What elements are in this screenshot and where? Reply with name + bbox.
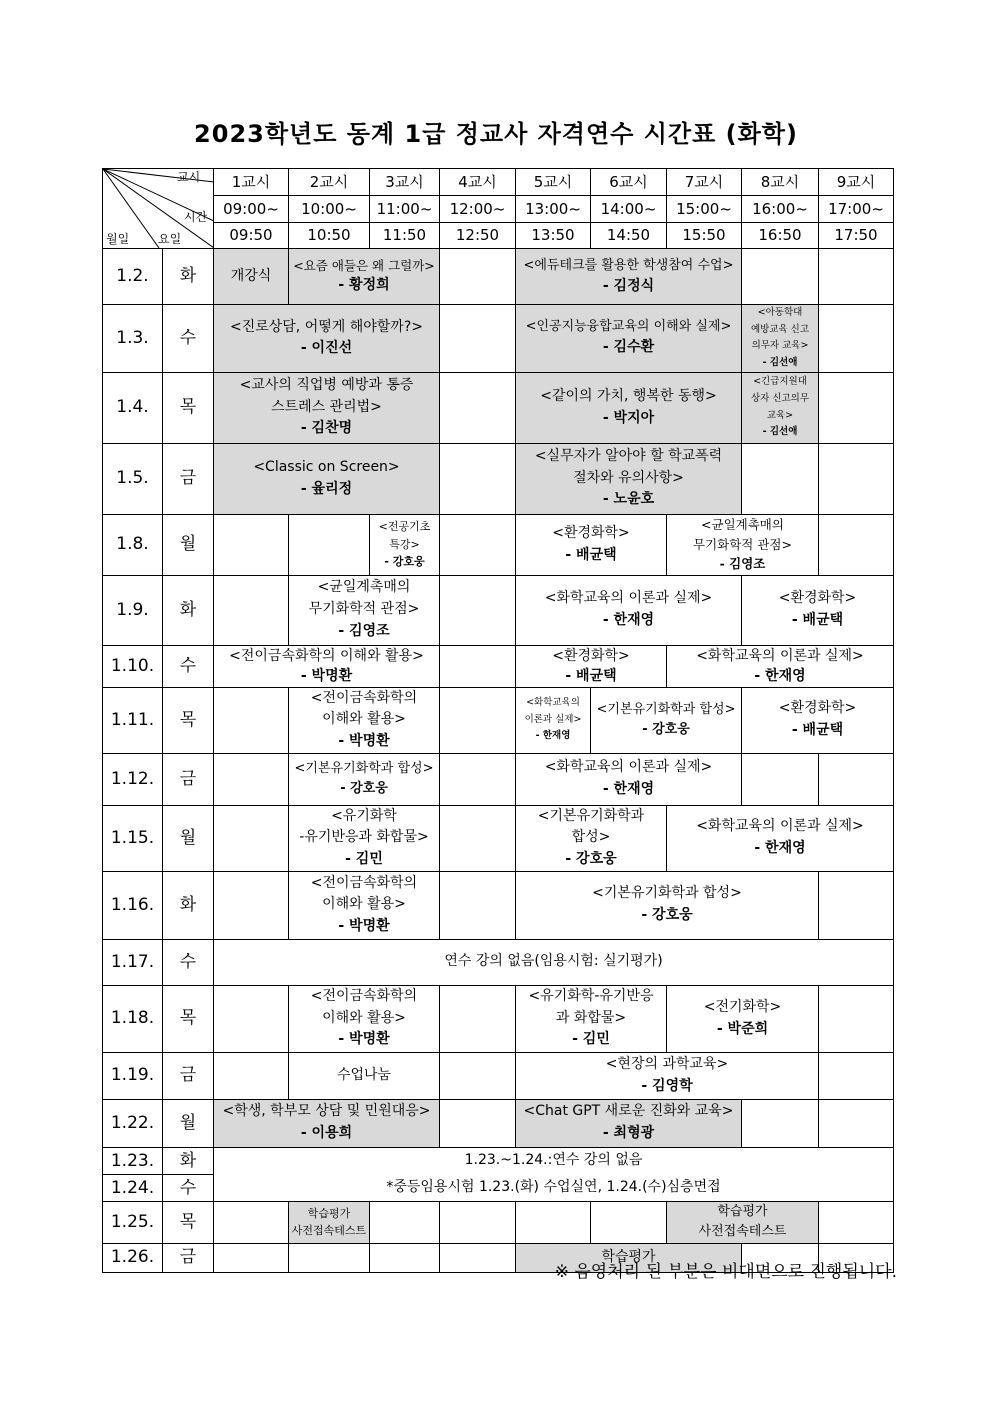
session-cell: <유기화학-유기반응 과 화합물> - 김민: [516, 985, 667, 1052]
row-date: 1.8.: [103, 514, 163, 575]
schedule-row: [103, 1052, 894, 1099]
schedule-row: [103, 871, 894, 939]
empty-cell: [214, 514, 289, 575]
row-day: 월: [163, 1099, 214, 1147]
empty-cell: [819, 249, 894, 305]
schedule-row: [103, 805, 894, 871]
session-cell: <유기화학 -유기반응과 화합물> - 김민: [289, 805, 440, 871]
empty-cell: [440, 443, 516, 514]
period-label: 3교시: [370, 169, 440, 196]
empty-cell: [370, 1243, 440, 1272]
session-cell: <화학교육의 이론과 실제> - 한재영: [516, 753, 742, 805]
empty-cell: [440, 1099, 516, 1147]
session-cell: <환경화학> - 배균택: [516, 514, 667, 575]
row-date: 1.11.: [103, 687, 163, 753]
empty-cell: [440, 645, 516, 687]
empty-cell: [819, 871, 894, 939]
empty-cell: [819, 1052, 894, 1099]
row-date: 1.9.: [103, 575, 163, 645]
schedule-row: [103, 372, 894, 443]
row-day: 화: [163, 249, 214, 305]
session-cell: <인공지능융합교육의 이해와 실제> - 김수환: [516, 305, 742, 373]
corner-day-label: 요일: [158, 232, 182, 246]
empty-cell: [440, 372, 516, 443]
row-day: 월: [163, 514, 214, 575]
header-row-start: [103, 196, 894, 222]
schedule-row: [103, 1202, 894, 1243]
period-end: 12:50: [440, 222, 516, 248]
corner-header: [103, 169, 214, 249]
period-start: 14:00~: [591, 196, 667, 222]
empty-cell: [214, 753, 289, 805]
schedule-table: [102, 168, 894, 1273]
session-cell: <아동학대 예방교육 신고 의무자 교육> - 김선애: [742, 305, 819, 373]
row-day: 목: [163, 985, 214, 1052]
period-label: 9교시: [819, 169, 894, 196]
session-cell: <전기화학> - 박준희: [667, 985, 819, 1052]
session-cell: 학습평가 사전접속테스트: [289, 1202, 370, 1243]
row-day: 수: [163, 645, 214, 687]
session-cell: <전이금속화학의 이해와 활용> - 박명환: [289, 985, 440, 1052]
period-end: 09:50: [214, 222, 289, 248]
corner-time-label: 시간: [184, 210, 208, 224]
empty-cell: [214, 871, 289, 939]
session-cell: <균일계촉매의 무기화학적 관점> - 김영조: [289, 575, 440, 645]
session-cell: <기본유기화학과 합성> - 강호웅: [516, 805, 667, 871]
empty-cell: [440, 753, 516, 805]
session-cell: <에듀테크를 활용한 학생참여 수업> - 김정식: [516, 249, 742, 305]
period-label: 1교시: [214, 169, 289, 196]
empty-cell: [742, 443, 819, 514]
session-cell: <학생, 학부모 상담 및 민원대응> - 이용희: [214, 1099, 440, 1147]
empty-cell: [370, 1202, 440, 1243]
session-cell: <화학교육의 이론과 실제> - 한재영: [667, 645, 894, 687]
session-cell: <전공기초 특강> - 강호웅: [370, 514, 440, 575]
session-cell: <긴급지원대 상자 신고의무 교육> - 김선애: [742, 372, 819, 443]
row-date: 1.12.: [103, 753, 163, 805]
period-start: 11:00~: [370, 196, 440, 222]
session-cell: <같이의 가치, 행복한 동행> - 박지아: [516, 372, 742, 443]
session-cell: 학습평가 사전접속테스트: [667, 1202, 819, 1243]
period-start: 10:00~: [289, 196, 370, 222]
row-day: 월: [163, 805, 214, 871]
empty-cell: [214, 575, 289, 645]
row-date: 1.24.: [103, 1174, 163, 1201]
empty-cell: [214, 687, 289, 753]
schedule-row: [103, 1147, 894, 1174]
empty-cell: [819, 1099, 894, 1147]
schedule-row: [103, 645, 894, 687]
header-row-end: [103, 222, 894, 248]
row-date: 1.15.: [103, 805, 163, 871]
row-day: 화: [163, 871, 214, 939]
empty-cell: [289, 1243, 370, 1272]
corner-period-label: 교시: [177, 170, 201, 184]
period-start: 15:00~: [667, 196, 742, 222]
session-cell: <환경화학> - 배균택: [516, 645, 667, 687]
schedule-row: [103, 753, 894, 805]
session-cell: 연수 강의 없음(임용시험: 실기평가): [214, 939, 894, 985]
row-day: 화: [163, 575, 214, 645]
period-label: 8교시: [742, 169, 819, 196]
row-day: 수: [163, 1174, 214, 1201]
row-date: 1.22.: [103, 1099, 163, 1147]
schedule-row: [103, 939, 894, 985]
empty-cell: [819, 514, 894, 575]
schedule-row: [103, 443, 894, 514]
empty-cell: [819, 443, 894, 514]
session-cell: <전이금속화학의 이해와 활용> - 박명환: [289, 687, 440, 753]
session-cell: <Classic on Screen> - 윺리정: [214, 443, 440, 514]
session-cell: <교사의 직업병 예방과 통증 스트레스 관리법> - 김찬명: [214, 372, 440, 443]
period-start: 13:00~: [516, 196, 591, 222]
row-date: 1.2.: [103, 249, 163, 305]
empty-cell: [440, 249, 516, 305]
row-date: 1.26.: [103, 1243, 163, 1272]
schedule-row: [103, 1099, 894, 1147]
session-cell: <기본유기화학과 합성> - 강호웅: [516, 871, 819, 939]
empty-cell: [440, 575, 516, 645]
empty-cell: [440, 871, 516, 939]
empty-cell: [819, 1202, 894, 1243]
schedule-row: [103, 514, 894, 575]
session-cell: <화학교육의 이론과 실제> - 한재영: [667, 805, 894, 871]
empty-cell: [819, 753, 894, 805]
period-start: 17:00~: [819, 196, 894, 222]
row-day: 금: [163, 443, 214, 514]
row-date: 1.10.: [103, 645, 163, 687]
session-cell: <실무자가 알아야 할 학교폭력 절차와 유의사항> - 노윤호: [516, 443, 742, 514]
footnote: ※ 음영처리 된 부분은 비대면으로 진행됩니다.: [554, 1262, 897, 1282]
period-end: 14:50: [591, 222, 667, 248]
session-cell: 학습평가: [516, 1243, 742, 1272]
empty-cell: [440, 985, 516, 1052]
row-day: 금: [163, 753, 214, 805]
empty-cell: [440, 1243, 516, 1272]
session-cell: <균일계촉매의 무기화학적 관점> - 김영조: [667, 514, 819, 575]
period-end: 10:50: [289, 222, 370, 248]
empty-cell: [819, 985, 894, 1052]
session-cell: <화학교육의 이론과 실제> - 한재영: [516, 687, 591, 753]
schedule-row: [103, 249, 894, 305]
row-day: 금: [163, 1052, 214, 1099]
period-end: 17:50: [819, 222, 894, 248]
period-end: 16:50: [742, 222, 819, 248]
row-date: 1.5.: [103, 443, 163, 514]
empty-cell: [440, 1202, 516, 1243]
row-date: 1.17.: [103, 939, 163, 985]
session-cell: *중등임용시험 1.23.(화) 수업실연, 1.24.(수)심층면접: [214, 1174, 894, 1201]
empty-cell: [440, 305, 516, 373]
row-date: 1.16.: [103, 871, 163, 939]
session-cell: <기본유기화학과 합성> - 강호웅: [289, 753, 440, 805]
session-cell: <Chat GPT 새로운 진화와 교육> - 최형광: [516, 1099, 742, 1147]
period-end: 13:50: [516, 222, 591, 248]
row-day: 수: [163, 305, 214, 373]
empty-cell: [214, 1202, 289, 1243]
period-label: 6교시: [591, 169, 667, 196]
period-label: 5교시: [516, 169, 591, 196]
empty-cell: [214, 985, 289, 1052]
session-cell: <요즘 애들은 왜 그럴까> - 황정희: [289, 249, 440, 305]
schedule-row: [103, 1174, 894, 1201]
empty-cell: [440, 514, 516, 575]
empty-cell: [591, 1202, 667, 1243]
row-day: 목: [163, 1202, 214, 1243]
period-start: 09:00~: [214, 196, 289, 222]
period-start: 16:00~: [742, 196, 819, 222]
period-label: 2교시: [289, 169, 370, 196]
empty-cell: [214, 805, 289, 871]
empty-cell: [289, 514, 370, 575]
period-end: 15:50: [667, 222, 742, 248]
period-end: 11:50: [370, 222, 440, 248]
empty-cell: [440, 1052, 516, 1099]
row-date: 1.25.: [103, 1202, 163, 1243]
period-start: 12:00~: [440, 196, 516, 222]
schedule-row: [103, 305, 894, 373]
empty-cell: [214, 1052, 289, 1099]
empty-cell: [819, 305, 894, 373]
page-title: 2023학년도 동계 1급 정교사 자격연수 시간표 (화학): [194, 120, 798, 148]
header-row-periods: [103, 169, 894, 196]
period-label: 7교시: [667, 169, 742, 196]
session-cell: <전이금속화학의 이해와 활용> - 박명환: [214, 645, 440, 687]
session-cell: <환경화학> - 배균택: [742, 575, 894, 645]
row-day: 목: [163, 372, 214, 443]
row-date: 1.18.: [103, 985, 163, 1052]
row-day: 화: [163, 1147, 214, 1174]
empty-cell: [440, 687, 516, 753]
session-cell: <기본유기화학과 합성> - 강호웅: [591, 687, 742, 753]
empty-cell: [214, 1243, 289, 1272]
empty-cell: [742, 249, 819, 305]
session-cell: <화학교육의 이론과 실제> - 한재영: [516, 575, 742, 645]
row-date: 1.19.: [103, 1052, 163, 1099]
session-cell: <환경화학> - 배균택: [742, 687, 894, 753]
row-day: 목: [163, 687, 214, 753]
row-date: 1.23.: [103, 1147, 163, 1174]
session-cell: <전이금속화학의 이해와 활용> - 박명환: [289, 871, 440, 939]
row-day: 금: [163, 1243, 214, 1272]
row-day: 수: [163, 939, 214, 985]
empty-cell: [516, 1202, 591, 1243]
row-date: 1.4.: [103, 372, 163, 443]
empty-cell: [819, 372, 894, 443]
empty-cell: [440, 805, 516, 871]
empty-cell: [742, 753, 819, 805]
session-cell: <진로상담, 어떻게 해야할까?> - 이진선: [214, 305, 440, 373]
session-cell: <현장의 과학교육> - 김영학: [516, 1052, 819, 1099]
schedule-row: [103, 985, 894, 1052]
session-cell: 1.23.~1.24.:연수 강의 없음: [214, 1147, 894, 1174]
period-label: 4교시: [440, 169, 516, 196]
empty-cell: [742, 1099, 819, 1147]
schedule-row: [103, 575, 894, 645]
row-date: 1.3.: [103, 305, 163, 373]
schedule-row: [103, 687, 894, 753]
session-cell: 수업나눔: [289, 1052, 440, 1099]
session-cell: 개강식: [214, 249, 289, 305]
corner-date-label: 월일: [106, 232, 130, 246]
